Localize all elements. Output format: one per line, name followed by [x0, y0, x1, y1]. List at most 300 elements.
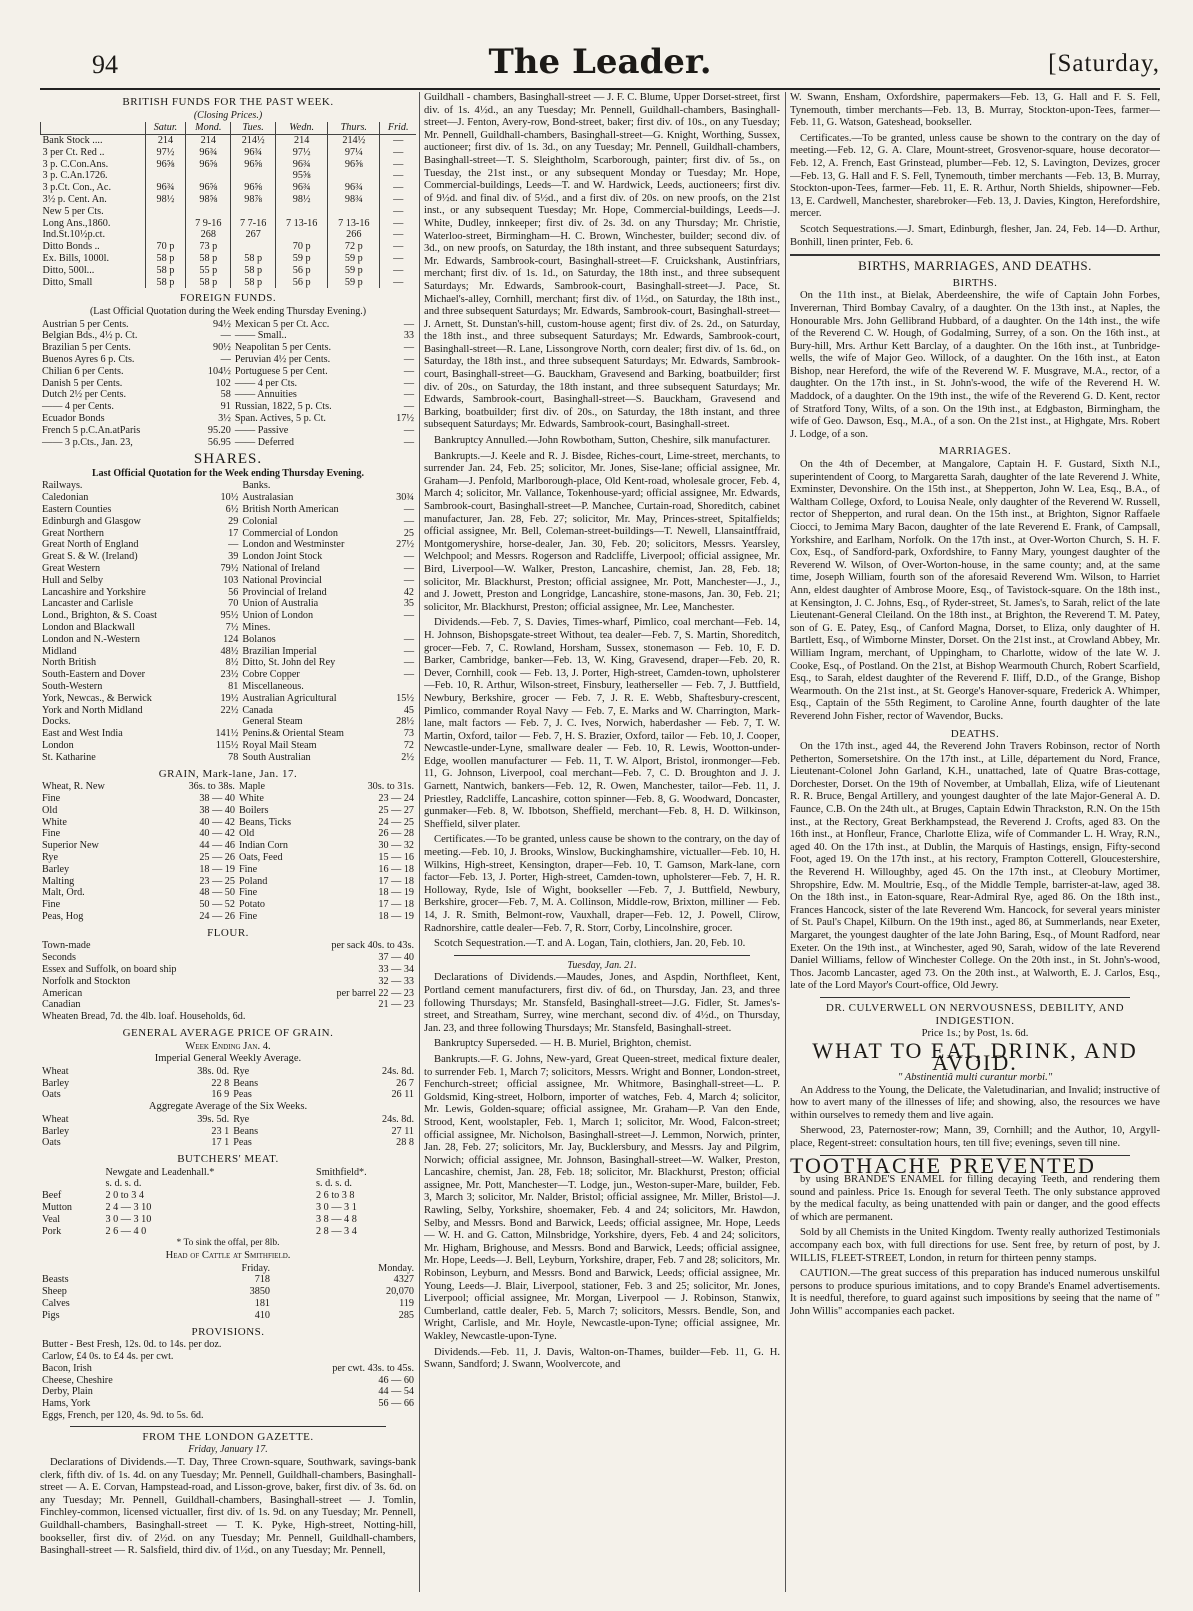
item-name: Pork — [42, 1225, 62, 1237]
item-name: St. Katharine — [42, 751, 96, 763]
table-row — [40, 1263, 416, 1275]
item-value: 91 — [220, 401, 231, 413]
item-name: York, Newcas., & Berwick — [42, 692, 152, 704]
table-row — [40, 1274, 416, 1286]
fund-name: Ind.St.10½p.ct. — [42, 229, 106, 241]
gazette-paragraph: Bankrupts.—F. G. Johns, New-yard, Great Queen-street, medical fixture dealer, to surrender Feb. 1, March 7; solicitors, Messrs. Wright and Bonner, London-street, Fenchurch-street; official assignee, Mr. Whitmore, Basinghall-street—L. P. Goldsmid, King-street, Holborn, importer of watches, Feb. 4, March 4; solicitor, Mr. Lewis, Golden-square; official assignee, Mr. Graham—P. Van den Ende, Strood, Kent, woolstapler, Feb. 1, March 1; solicitor, Mr. Wood, Falcon-street; official assignee, Mr. Nicholson, Basinghall-street—J. Lemmon, Norwich, printer, Jan. 28, Feb. 27; solicitors, Mr. Jay, Bucklersbury, and Messrs. Jay and Pilgrim, Norwich; official assignee, Mr. Johnson, Basinghall-street—W. Walker, Preston, Lancashire, chemist, Jan. 28, Feb. 18; solicitor, Mr. Blackhurst, Preston; official assignee, Mr. Pott, Manchester—T. Lodge, jun., Weston-super-Mare, builder, Feb. 3, March 3; solicitor, Mr. Nalder, Bristol; official assignee, Mr. Miller, Bristol—J. Rawling, Selby, Yorkshire, shoemaker, Feb. 4 and 24; solicitors, Mr. Hawdon, Selby, and Messrs. Bond and Barwick, Leeds; official assignee, Mr. Hope, Leeds — W. H. and G. Catton, Milnsbridge, Yorkshire, dyers, Feb. 4 and 24; solicitors, Mr. Higham, Brighouse, and Messrs. Bond and Barwick, Leeds; official assignee, Mr. Hope, Leeds—J. Bell, Leyburn, Yorkshire, draper, Feb. 7 and 28; solicitors, Mr. Robinson, Leyburn, and Messrs. Bond and Barwick, Leeds; official assignee, Mr. Young, Leeds—J. Blair, Liverpool, stationer, Feb. 3 and 25; solicitor, Mr. Jones, Liverpool; official assignee, Mr. Morgan, Liverpool — J. Robinson, Stanwix, Cumberland, cattle dealer, Feb. 5, March 7; solicitors, Messrs. Bendle, Son, and Wright, Carlisle, and Mr. Hoyle, Newcastle-upon-Tyne; official assignee, Mr. Wakley, Newcastle-upon-Tyne. — [424, 1053, 780, 1342]
item-name: General Steam — [242, 716, 303, 728]
spacer — [386, 480, 416, 492]
item-value: 21 — 23 — [378, 999, 414, 1011]
item-value: 181 — [254, 1298, 271, 1310]
item-name: Ditto, St. John del Rey — [242, 657, 336, 669]
item-value: 2 4 — 3 10 — [105, 1202, 152, 1214]
table-row — [40, 539, 416, 551]
table-row — [40, 354, 416, 366]
average-weekly-label: Imperial General Weekly Average. — [154, 1053, 302, 1065]
section-head: Banks. — [242, 480, 271, 492]
item-value: 23½ — [220, 669, 239, 681]
fund-price: — — [380, 241, 416, 253]
item-value: 23 — 25 — [199, 875, 235, 887]
item-value: 38 — 40 — [199, 793, 235, 804]
funds-title: BRITISH FUNDS FOR THE PAST WEEK. — [122, 96, 334, 108]
gazette-paragraph: Bankruptcy Superseded. — H. B. Muriel, Brighton, chemist. — [434, 1038, 692, 1050]
fund-price: 267 — [231, 229, 276, 241]
fund-price: 59 p — [276, 253, 328, 265]
table-row — [40, 1190, 416, 1202]
table-row — [40, 366, 416, 378]
item-value: 73 — [403, 728, 414, 740]
item-value: 17 — [228, 527, 239, 539]
column-header: Thurs. — [328, 122, 380, 134]
table-row — [40, 1398, 416, 1410]
item-value: — — [403, 574, 414, 586]
item-name: Butter - Best Fresh, 12s. 0d. to 14s. per doz. — [42, 1339, 222, 1351]
gazette-paragraph: Bankruptcy Annulled.—John Rowbotham, Sutton, Cheshire, silk manufacturer. — [434, 435, 771, 447]
fund-price — [145, 170, 186, 182]
item-name: Austrian 5 per Cents. — [42, 318, 129, 330]
table-row — [40, 840, 416, 852]
item-value: 40 — 42 — [199, 816, 235, 828]
ad-culverwell-title: WHAT TO EAT, DRINK, AND AVOID. — [812, 1037, 1138, 1076]
bmd-title: BIRTHS, MARRIAGES, AND DEATHS. — [858, 258, 1092, 274]
item-name: —— 3 p.Cts., Jan. 23, — [42, 436, 133, 448]
item-value: 28½ — [396, 716, 414, 728]
item-name: Lancashire and Yorkshire — [42, 586, 146, 598]
flour-table — [40, 940, 416, 1023]
fund-price: 95⅝ — [276, 170, 328, 182]
table-row — [41, 134, 417, 146]
item-name: London — [42, 740, 74, 752]
item-value: 2 8 — 3 4 — [316, 1225, 357, 1237]
item-value — [296, 1410, 416, 1422]
item-name: Australasian — [242, 492, 294, 504]
foreign-title: FOREIGN FUNDS. — [179, 292, 277, 305]
table-row — [41, 159, 417, 171]
item-value: 20,070 — [385, 1286, 414, 1298]
fund-name: Ditto Bonds .. — [42, 241, 100, 253]
item-name: Buenos Ayres 6 p. Cts. — [42, 353, 135, 365]
item-value: 24s. 8d. — [382, 1113, 414, 1125]
fund-price: 58 p — [145, 277, 186, 289]
cattle-table — [40, 1263, 416, 1322]
fund-price: 96¾ — [276, 182, 328, 194]
fund-price: 97½ — [145, 147, 186, 159]
fund-price — [276, 206, 328, 218]
item-name: Colonial — [242, 515, 278, 527]
item-value: 81 — [228, 681, 239, 693]
table-row — [40, 1298, 416, 1310]
table-row — [40, 413, 416, 425]
shares-subtitle: Last Official Quotation for the Week ending Thursday Evening. — [92, 467, 364, 479]
item-name: London and Blackwall — [42, 622, 135, 634]
item-name: Great North of England — [42, 539, 139, 551]
item-name: Old — [42, 804, 58, 816]
item-name: —— 4 per Cts. — [234, 377, 298, 389]
item-value: 25 — [403, 527, 414, 539]
grain-table — [40, 781, 416, 923]
item-name: Wheat — [42, 1113, 69, 1125]
fund-price: 97½ — [276, 147, 328, 159]
item-value: 44 — 46 — [199, 840, 235, 852]
gazette-paragraph: Dividends.—Feb. 7, S. Davies, Times-wharf, Pimlico, coal merchant—Feb. 14, H. Johnson, Bishopsgate-street Without, tea dealer—Feb. 7, S. Martin, Shoreditch, grocer—Feb. 7, C. Rowland, Horsham, Sussex, stonemason — Feb. 10, F. D. Barker, Cambridge, banker—Feb. 13, W. King, Gravesend, draper—Feb. 20, R. Dever, Cornhill, cook — Feb. 13, J. Porter, High-street, Camden-town, upholsterer—Feb. 10, R. Arthur, Wilson-street, Finsbury, leatherseller — Feb. 7, J. Buttfield, Newbury, Berkshire, grocer — Feb. 7, J. R. E. Webb, Shaftesbury-crescent, Pimlico, commander Royal Navy — Feb. 7, E. Marks and W. Charrington, Mark-lane, malt factors — Feb. 7, J. C. Ives, Norwich, haberdasher — Feb. 7, T. W. Martin, Oxford, tailor — Feb. 7, H. S. Brazier, Oxford, tailor — Feb. 10, J. Cooper, Newcastle-under-Lyne, smallware dealer — Feb. 10, R. Lewis, Wootton-under-Edge, woollen manufacturer — Feb. 11, T. W. Alport, Bristol, ironmonger—Feb. 11, G. Johnson, Liverpool, coal merchant—Feb. 7, C. D. Broughton and J. J. Garnett, Nantwich, bankers—Feb. 12, R. Owen, Manchester, tailor—Feb. 11, J. Priestley, Radcliffe, Lancashire, cotton spinner—Feb. 8, G. Woodward, Doncaster, gunmaker—Feb. 8, W. Ibbotson, Sheffield, merchant—Feb. 8, H. D. Wilkinson, Sheffield, silver plater. — [424, 617, 780, 830]
item-value: 16 9 — [211, 1089, 230, 1101]
item-name: Fine — [238, 910, 258, 922]
fund-price: 59 p — [328, 277, 380, 289]
table-row — [41, 265, 417, 277]
item-name: South Australian — [242, 751, 311, 763]
item-name: French 5 p.C.An.atParis — [42, 424, 141, 436]
item-name: Barley — [42, 1125, 70, 1137]
spacer — [203, 480, 240, 492]
item-value: 22½ — [220, 704, 239, 716]
item-name: Edinburgh and Glasgow — [42, 515, 141, 527]
fund-price: 96⅝ — [231, 182, 276, 194]
table-row — [40, 1011, 416, 1023]
table-row — [40, 940, 416, 952]
average-title: GENERAL AVERAGE PRICE OF GRAIN. — [122, 1026, 334, 1039]
fund-price: 55 p — [186, 265, 231, 277]
funds-subtitle: (Closing Prices.) — [193, 109, 263, 121]
item-value: 24s. 8d. — [382, 1065, 414, 1077]
table-row — [40, 480, 416, 492]
item-name: Peas — [233, 1137, 252, 1149]
table-row — [40, 805, 416, 817]
item-value: 32 — 33 — [378, 975, 414, 987]
item-value: 28 8 — [396, 1137, 414, 1149]
item-value: 16 — 18 — [378, 863, 414, 875]
item-name: Danish 5 per Cents. — [42, 377, 123, 389]
fund-price — [186, 206, 231, 218]
item-name: Essex and Suffolk, on board ship — [42, 963, 177, 975]
item-value: 4327 — [393, 1274, 414, 1286]
fund-name: 3½ p. Cent. An. — [42, 193, 107, 205]
flour-title: FLOUR. — [207, 926, 249, 939]
item-value: 94½ — [213, 318, 231, 330]
cattle-title: Head of Cattle at Smithfield. — [165, 1250, 291, 1262]
fund-price: — — [380, 159, 416, 171]
item-value: 17 1 — [211, 1137, 230, 1149]
item-value: 30¾ — [396, 492, 414, 504]
fund-price — [186, 170, 231, 182]
item-name: Poland — [238, 875, 268, 887]
births-title: BIRTHS. — [952, 276, 998, 289]
table-row — [41, 277, 417, 289]
item-name: Lancaster and Carlisle — [42, 598, 134, 610]
table-row — [40, 1126, 416, 1138]
item-value: 36s. to 38s. — [188, 781, 235, 793]
average-weekly-table — [40, 1066, 416, 1101]
item-value: 25 — 27 — [378, 804, 414, 816]
ad-culverwell-head: DR. CULVERWELL ON NERVOUSNESS, DEBILITY, AND INDIGESTION. — [825, 1001, 1125, 1027]
item-value: — — [403, 342, 414, 354]
item-value: 10½ — [220, 492, 239, 504]
fund-price: 96¾ — [276, 159, 328, 171]
item-name: Canadian — [42, 999, 81, 1011]
table-row — [40, 864, 416, 876]
table-row — [41, 194, 417, 206]
item-name: Dutch 2½ per Cents. — [42, 389, 127, 401]
fund-price: 214 — [145, 134, 186, 146]
item-value: 33 — 34 — [378, 963, 414, 975]
fund-price: 96¾ — [145, 182, 186, 194]
item-name: South-Western — [42, 681, 103, 693]
item-value: 104½ — [207, 365, 231, 377]
table-row — [40, 401, 416, 413]
table-row — [40, 622, 416, 634]
table-row — [40, 634, 416, 646]
ad-culverwell-motto: " Abstinentiâ multi curantur morbi." — [897, 1071, 1053, 1083]
item-value: 50 — 52 — [199, 899, 235, 911]
item-name: Docks. — [42, 716, 71, 728]
item-value: 17 — 18 — [378, 875, 414, 887]
item-value: 39s. 5d. — [197, 1113, 230, 1125]
day-head: Friday. — [241, 1262, 271, 1274]
average-agg-label: Aggregate Average of the Six Weeks. — [148, 1101, 308, 1113]
item-name: National Provincial — [242, 574, 322, 586]
column-rule — [419, 92, 420, 1592]
item-value: 35 — [403, 598, 414, 610]
item-name: Eggs, French, per 120, 4s. 9d. to 5s. 6d. — [42, 1410, 204, 1422]
item-value — [296, 1339, 416, 1351]
item-value: 23 — 24 — [378, 793, 414, 804]
item-name: Brazilian Imperial — [242, 645, 317, 657]
fund-price: — — [380, 265, 416, 277]
item-name: Wheat — [42, 1065, 69, 1077]
item-value: 3 0 — 3 10 — [105, 1213, 152, 1225]
table-row — [41, 182, 417, 194]
item-name: Fine — [42, 828, 61, 840]
unit-label: s. d. s. d. — [316, 1178, 352, 1190]
item-value: 3 0 — 3 1 — [316, 1202, 357, 1214]
newspaper-title: The Leader. — [488, 42, 712, 82]
table-row — [40, 1363, 416, 1375]
gazette-paragraph: Certificates.—To be granted, unless cause be shown to the contrary on the day of meeting.—Feb. 12, G. A. Clare, Mount-street, Grosvenor-square, house decorator—Feb. 12, A. French, East Grinstead, plumber—Feb. 12, S. Lavington, Devizes, grocer —Feb. 13, G. Hall and F. S. Fell, Tynemouth, timber merchants —Feb. 13, B. Murray, Stockton-upon-Tees, farmer—Feb. 11, E. R. Arthur, North Shields, shipowner—Feb. 13, E. Cardwell, Manchester, sharebroker—Feb. 13, J. Davies, Kington, Herefordshire, mercer. — [790, 132, 1160, 220]
table-row — [40, 693, 416, 705]
fund-price: 96⅝ — [145, 159, 186, 171]
column-header: Mond. — [186, 122, 231, 134]
item-name: Superior New — [42, 840, 99, 852]
table-row — [40, 876, 416, 888]
ad-culverwell-address: Sherwood, 23, Paternoster-row; Mann, 39, Cornhill; and the Author, 10, Argyll-place, Regent-street: consultation hours, ten till five; evenings, seven till nine. — [790, 1125, 1160, 1149]
item-value — [386, 622, 416, 634]
divider — [454, 955, 750, 956]
fund-price: 214½ — [328, 134, 380, 146]
item-name: Fine — [42, 899, 61, 911]
table-row — [40, 1386, 416, 1398]
item-name: Russian, 1822, 5 p. Cts. — [234, 401, 332, 413]
table-row — [40, 1286, 416, 1298]
item-name: Fine — [238, 863, 258, 875]
item-value: 124 — [223, 633, 239, 645]
item-name: Malt, Ord. — [42, 887, 85, 899]
british-funds-table — [40, 122, 416, 288]
item-value: 15½ — [396, 692, 414, 704]
ad-toothache-caution: CAUTION.—The great success of this preparation has induced numerous unskilful persons to produce spurious imitations, and to copy Brande's Enamel advertisements. It is needful, therefore, to guard against such impositions by seeing that the name of " John Willis" accompanies each packet. — [790, 1268, 1160, 1318]
item-value — [305, 1011, 416, 1023]
table-row — [40, 1375, 416, 1387]
fund-price: 58 p — [186, 253, 231, 265]
table-row — [40, 492, 416, 504]
butchers-meat-table — [40, 1167, 416, 1238]
item-value: 27½ — [396, 539, 414, 551]
fund-price — [145, 218, 186, 230]
table-row — [40, 437, 416, 449]
fund-price: — — [380, 218, 416, 230]
item-name: Provincial of Ireland — [242, 586, 327, 598]
gazette-paragraph: Declarations of Dividends.—Maudes, Jones, and Aspdin, Northfleet, Kent, Portland cement manufacturers, first div. of 6d., on Thursday, Jan. 23, and three following Thursdays; Mr. Stansfeld, Basinghall-street—J.G. Fidler, St. James's-street, and Streatham, Surrey, wine merchant, second div. of 4½d., on Thursday, Jan. 23, and three following Thursdays; Mr. Stansfeld, Basinghall-street. — [424, 972, 780, 1034]
column-header: Frid. — [380, 122, 416, 134]
item-name: Seconds — [42, 952, 76, 964]
fund-name: Bank Stock .... — [42, 134, 103, 146]
fund-price: 96¾ — [186, 147, 231, 159]
table-row — [40, 852, 416, 864]
item-name: Commercial of London — [242, 527, 338, 539]
item-name: Miscellaneous. — [242, 681, 304, 693]
item-value: 15 — 16 — [378, 851, 414, 863]
item-value: 22 8 — [211, 1077, 230, 1089]
table-row — [40, 1178, 416, 1190]
fund-price: 98⅝ — [186, 194, 231, 206]
item-value: 17½ — [396, 412, 414, 424]
item-value: — — [403, 515, 414, 527]
item-value: 18 — 19 — [378, 910, 414, 922]
fund-name: New 5 per Cts. — [42, 205, 104, 217]
deaths-title: DEATHS. — [950, 727, 1000, 740]
fund-name: 3 per Ct. Red .. — [42, 146, 105, 158]
market-head: Newgate and Leadenhall.* — [105, 1166, 215, 1178]
item-name: Eastern Counties — [42, 504, 112, 516]
item-value: 48½ — [220, 645, 239, 657]
item-name: White — [42, 816, 67, 828]
fund-price: 58 p — [231, 253, 276, 265]
table-row — [40, 504, 416, 516]
table-row — [40, 598, 416, 610]
item-name: Norfolk and Stockton — [42, 975, 131, 987]
item-name: London Joint Stock — [242, 551, 323, 563]
item-value — [296, 1351, 416, 1363]
fund-price: 98½ — [276, 194, 328, 206]
table-row — [40, 716, 416, 728]
fund-price: 58 p — [186, 277, 231, 289]
table-row — [40, 988, 416, 1000]
item-name: Beans — [233, 1077, 259, 1089]
item-name: North British — [42, 657, 97, 669]
item-name: Veal — [42, 1213, 61, 1225]
item-value: 18 — 19 — [199, 863, 235, 875]
item-name: Fine — [238, 887, 258, 899]
item-name: East and West India — [42, 728, 123, 740]
item-name: Peruvian 4½ per Cents. — [234, 353, 331, 365]
item-name: Bolanos — [242, 633, 276, 645]
item-name: Cobre Copper — [242, 669, 300, 681]
fund-name: 3 p. C.Con.Ans. — [42, 158, 109, 170]
item-name: Ecuador Bonds — [42, 412, 105, 424]
table-row — [40, 587, 416, 599]
item-value: — — [220, 330, 231, 342]
gazette-paragraph: Guildhall - chambers, Basinghall-street — J. F. C. Blume, Upper Dorset-street, first div. of 1s. 4½d., an any Tuesday; Mr. Pennell, Guildhall-chambers, Basinghall-street—J. Fenton, Avery-row, Bond-street, baker; first div. of 10s., on any Tuesday; Mr. Pennell, Guildhall-chambers, Basinghall-street—G. Knight, Worthing, Sussex, auctioneer; first div. of 1s. 3d., on any Tuesday; Mr. Pennell, Guildhall-chambers, Basinghall-street—T. S. Sleightholm, Scarborough, painter; first div. of 5s., on Tuesday, the 21st inst., or any subsequent Monday or Tuesday; Mr. Hope, Commercial-buildings, Leeds—T. and W. Hardwick, Leeds, auctioneers; first div. of 9½d. and final div. of 5½d., and a first div. of 20s. on new proofs, on the 21st inst., or any subsequent Tuesday; Mr. Hope, Commercial-buildings, Leeds—J. White, Dudley, innkeeper; first div. of 2s. 3d. on any Thursday; Mr. Christie, Waterloo-street, Birmingham—H. C. Brown, Winchester, builder; second div. of 3d., on new proofs, on Saturday, the 18th instant, and three subsequent Saturdays; Mr. Edwards, Sambrook-court, Basinghall-street—F. Cruickshank, Austinfriars, merchant; first div. of 1s. 1d., on Saturday, the 18th inst., and three subsequent Saturdays; Mr. Edwards, Sambrook-court, Basinghall-street—J. Pace, St. Michael's-alley, Cornhill, merchant; first div. of 1½d., on Saturday, the 18th inst., and three subsequent Saturdays; Mr. Edwards, Sambrook-court, Basinghall-street—J. Arnett, St. Dunstan's-hill, custom-house agent; first div. of 2s. 2d., on Saturday, the 18th inst., and three subsequent Saturdays; Mr. Edwards, Sambrook-court, Basinghall-street—R. Lane, Lissongrove North, corn dealer; first div. of 1s. 6d., on Saturday, the 18th inst., and three subsequent Saturdays; Mr. Edwards, Sambrook-court, Basinghall-street—G. Bauckham, Gravesend and Barking, boatbuilder; first div. of 20s., on Saturday, the 18th instant, and three subsequent Saturdays; Mr. Edwards, Sambrook-court, Basinghall-street—S. Bauckham, Gravesend and Barking, boatbuilder; first div. of 20s., on Saturday, the 18th instant, and three subsequent Saturdays; Mr. Edwards, Sambrook-court, Basinghall-street. — [424, 92, 780, 431]
fund-price: — — [380, 170, 416, 182]
item-value: 2 6 — 4 0 — [105, 1225, 147, 1237]
gazette-title: FROM THE LONDON GAZETTE. — [142, 1430, 314, 1443]
fund-name: Ex. Bills, 1000l. — [42, 252, 110, 264]
fund-price — [276, 229, 328, 241]
fund-price — [145, 206, 186, 218]
item-value: 25 — 26 — [199, 851, 235, 863]
item-name: Potato — [238, 899, 266, 911]
item-value: 56.95 — [207, 436, 231, 448]
item-value: — — [403, 318, 414, 330]
table-row — [40, 389, 416, 401]
fund-price — [328, 206, 380, 218]
item-value: 29 — [228, 515, 239, 527]
fund-price: 96¾ — [328, 182, 380, 194]
table-row — [40, 828, 416, 840]
item-value: 24 — 25 — [378, 816, 414, 828]
fund-price: 266 — [328, 229, 380, 241]
fund-price: — — [380, 182, 416, 194]
spacer — [40, 1263, 155, 1275]
fund-price: 73 p — [186, 241, 231, 253]
item-value: — — [403, 669, 414, 681]
item-name: Oats — [42, 1089, 61, 1101]
item-value: 23 1 — [211, 1125, 230, 1137]
item-value: 115½ — [215, 740, 239, 752]
item-value: 410 — [254, 1309, 271, 1321]
item-name: Peas — [233, 1089, 252, 1101]
item-name: Royal Mail Steam — [242, 740, 317, 752]
item-name: Great Western — [42, 563, 101, 575]
table-row — [40, 378, 416, 390]
item-value: 38 — 40 — [199, 804, 235, 816]
column-header: Tues. — [231, 122, 276, 134]
gazette-paragraph: Scotch Sequestrations.—J. Smart, Edinburgh, flesher, Jan. 24, Feb. 14—D. Arthur, Bonhill, linen printer, Feb. 6. — [790, 223, 1160, 248]
fund-price: 58 p — [145, 253, 186, 265]
fund-price: 56 p — [276, 265, 328, 277]
fund-price — [145, 229, 186, 241]
table-row — [40, 319, 416, 331]
item-value: — — [403, 551, 414, 563]
fund-price: 214 — [276, 134, 328, 146]
item-value: 78 — [228, 751, 239, 763]
gazette-paragraph: Dividends.—Feb. 11, J. Davis, Walton-on-Thames, builder—Feb. 11, G. H. Swann, Sandford; J. Swann, Woolvercote, and — [424, 1346, 780, 1371]
item-value: 26 7 — [396, 1077, 414, 1089]
table-row — [40, 669, 416, 681]
item-value: 30 — 32 — [378, 840, 414, 852]
item-value: — — [403, 645, 414, 657]
table-row — [40, 911, 416, 923]
item-value: 58 — [220, 389, 231, 401]
fund-price: 70 p — [276, 241, 328, 253]
meat-title: BUTCHERS' MEAT. — [177, 1153, 279, 1166]
item-name: Carlow, £4 0s. to £4 4s. per cwt. — [42, 1351, 174, 1363]
item-name: Pigs — [42, 1309, 60, 1321]
item-name: Fine — [42, 793, 61, 804]
fund-price — [231, 206, 276, 218]
item-name: Australian Agricultural — [242, 692, 337, 704]
item-name: Rye — [42, 851, 59, 863]
item-name: Great S. & W. (Ireland) — [42, 551, 138, 563]
item-value: 44 — 54 — [378, 1386, 414, 1398]
gazette-date: Friday, January 17. — [188, 1444, 268, 1456]
fund-price: 268 — [186, 229, 231, 241]
fund-price — [231, 241, 276, 253]
item-value: 45 — [403, 704, 414, 716]
item-name: Mines. — [242, 622, 271, 634]
fund-price: 98¾ — [328, 194, 380, 206]
meat-note: * To sink the offal, per 8lb. — [176, 1238, 280, 1249]
table-row — [40, 1202, 416, 1214]
item-value: 6½ — [225, 504, 239, 516]
